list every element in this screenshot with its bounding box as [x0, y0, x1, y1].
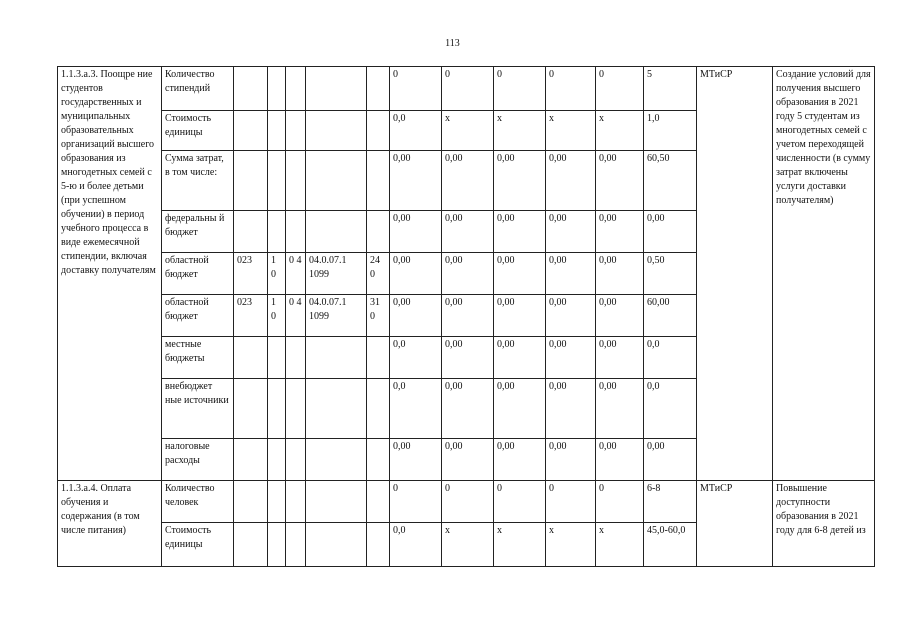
value-col-1: 0,0	[390, 379, 442, 439]
page-number: 113	[445, 38, 460, 49]
grbs-code	[234, 211, 268, 253]
value-col-1: 0	[390, 67, 442, 111]
rz-code	[268, 379, 286, 439]
executor: МТиСР	[697, 67, 773, 481]
value-col-2: 0,00	[442, 379, 494, 439]
value-col-6: 0,50	[644, 253, 697, 295]
csr-code: 04.0.07.1 1099	[306, 253, 367, 295]
value-col-4: x	[546, 523, 596, 567]
value-col-5: 0,00	[596, 379, 644, 439]
grbs-code	[234, 67, 268, 111]
rz-code	[268, 439, 286, 481]
pr-code	[286, 337, 306, 379]
rz-code: 1 0	[268, 253, 286, 295]
pr-code	[286, 523, 306, 567]
value-col-2: 0	[442, 481, 494, 523]
vr-code	[367, 111, 390, 151]
pr-code	[286, 481, 306, 523]
rz-code	[268, 211, 286, 253]
value-col-1: 0	[390, 481, 442, 523]
indicator-label: внебюджет ные источники	[162, 379, 234, 439]
pr-code	[286, 379, 306, 439]
value-col-3: 0,00	[494, 151, 546, 211]
vr-code	[367, 523, 390, 567]
value-col-4: 0	[546, 67, 596, 111]
vr-code	[367, 211, 390, 253]
rz-code	[268, 481, 286, 523]
grbs-code	[234, 523, 268, 567]
vr-code: 31 0	[367, 295, 390, 337]
value-col-6: 60,50	[644, 151, 697, 211]
value-col-4: 0,00	[546, 379, 596, 439]
value-col-3: 0	[494, 481, 546, 523]
value-col-5: 0	[596, 67, 644, 111]
grbs-code	[234, 151, 268, 211]
grbs-code	[234, 337, 268, 379]
grbs-code	[234, 439, 268, 481]
csr-code	[306, 481, 367, 523]
value-col-5: 0,00	[596, 151, 644, 211]
expected-result: Повышение доступности образования в 2021 году для 6-8 детей из	[773, 481, 875, 567]
value-col-6: 6-8	[644, 481, 697, 523]
table-row	[58, 481, 875, 523]
csr-code	[306, 211, 367, 253]
value-col-2: 0,00	[442, 151, 494, 211]
indicator-label: налоговые расходы	[162, 439, 234, 481]
value-col-2: 0,00	[442, 337, 494, 379]
vr-code	[367, 151, 390, 211]
value-col-1: 0,0	[390, 337, 442, 379]
value-col-1: 0,00	[390, 151, 442, 211]
value-col-6: 0,0	[644, 337, 697, 379]
pr-code	[286, 151, 306, 211]
indicator-label: Стоимость единицы	[162, 111, 234, 151]
vr-code	[367, 439, 390, 481]
value-col-3: 0,00	[494, 379, 546, 439]
value-col-1: 0,0	[390, 523, 442, 567]
value-col-2: 0	[442, 67, 494, 111]
table-row	[58, 67, 875, 111]
indicator-label: местные бюджеты	[162, 337, 234, 379]
rz-code	[268, 523, 286, 567]
indicator-label: Количество человек	[162, 481, 234, 523]
value-col-4: 0,00	[546, 439, 596, 481]
indicator-label: федеральны й бюджет	[162, 211, 234, 253]
value-col-4: x	[546, 111, 596, 151]
csr-code	[306, 67, 367, 111]
value-col-6: 0,00	[644, 439, 697, 481]
value-col-3: 0,00	[494, 253, 546, 295]
value-col-1: 0,00	[390, 211, 442, 253]
grbs-code	[234, 111, 268, 151]
value-col-3: x	[494, 523, 546, 567]
indicator-label: областной бюджет	[162, 295, 234, 337]
value-col-3: 0,00	[494, 295, 546, 337]
value-col-2: 0,00	[442, 253, 494, 295]
vr-code	[367, 67, 390, 111]
grbs-code: 023	[234, 295, 268, 337]
value-col-1: 0,00	[390, 253, 442, 295]
indicator-label: областной бюджет	[162, 253, 234, 295]
value-col-3: 0	[494, 67, 546, 111]
csr-code	[306, 439, 367, 481]
expected-result: Создание условий для получения высшего образования в 2021 году 5 студентам из многодетных семей с учетом переходящей численности (в сумму затрат включены услуги доставки получателям)	[773, 67, 875, 481]
vr-code	[367, 379, 390, 439]
vr-code	[367, 481, 390, 523]
value-col-2: x	[442, 111, 494, 151]
value-col-5: 0,00	[596, 253, 644, 295]
indicator-label: Сумма затрат, в том числе:	[162, 151, 234, 211]
value-col-2: x	[442, 523, 494, 567]
value-col-6: 5	[644, 67, 697, 111]
rz-code	[268, 67, 286, 111]
vr-code	[367, 337, 390, 379]
csr-code	[306, 337, 367, 379]
value-col-6: 0,0	[644, 379, 697, 439]
grbs-code	[234, 481, 268, 523]
value-col-4: 0,00	[546, 211, 596, 253]
value-col-5: x	[596, 111, 644, 151]
value-col-5: 0,00	[596, 295, 644, 337]
value-col-5: 0,00	[596, 439, 644, 481]
grbs-code	[234, 379, 268, 439]
value-col-1: 0,0	[390, 111, 442, 151]
pr-code	[286, 439, 306, 481]
value-col-4: 0	[546, 481, 596, 523]
value-col-2: 0,00	[442, 295, 494, 337]
vr-code: 24 0	[367, 253, 390, 295]
value-col-6: 60,00	[644, 295, 697, 337]
csr-code	[306, 111, 367, 151]
value-col-3: x	[494, 111, 546, 151]
value-col-4: 0,00	[546, 295, 596, 337]
value-col-3: 0,00	[494, 211, 546, 253]
csr-code	[306, 151, 367, 211]
executor: МТиСР	[697, 481, 773, 567]
value-col-6: 0,00	[644, 211, 697, 253]
value-col-6: 45,0-60,0	[644, 523, 697, 567]
value-col-6: 1,0	[644, 111, 697, 151]
indicator-label: Количество стипендий	[162, 67, 234, 111]
csr-code: 04.0.07.1 1099	[306, 295, 367, 337]
value-col-2: 0,00	[442, 439, 494, 481]
value-col-4: 0,00	[546, 253, 596, 295]
rz-code	[268, 337, 286, 379]
value-col-3: 0,00	[494, 439, 546, 481]
value-col-1: 0,00	[390, 439, 442, 481]
rz-code	[268, 151, 286, 211]
pr-code: 0 4	[286, 253, 306, 295]
value-col-3: 0,00	[494, 337, 546, 379]
value-col-5: 0,00	[596, 211, 644, 253]
rz-code: 1 0	[268, 295, 286, 337]
value-col-4: 0,00	[546, 337, 596, 379]
value-col-5: x	[596, 523, 644, 567]
pr-code	[286, 211, 306, 253]
program-table	[57, 66, 875, 567]
pr-code	[286, 67, 306, 111]
rz-code	[268, 111, 286, 151]
measure-title: 1.1.3.а.4. Оплата обучения и содержания (в том числе питания)	[58, 481, 162, 567]
value-col-1: 0,00	[390, 295, 442, 337]
pr-code: 0 4	[286, 295, 306, 337]
grbs-code: 023	[234, 253, 268, 295]
csr-code	[306, 379, 367, 439]
measure-title: 1.1.3.а.3. Поощре ние студентов государственных и муниципальных образовательных организаций высшего образования из многодетных семей с 5-ю и более детьми (при успешном обучении) в период учебного процесса в виде ежемесячной стипендии, включая доставку получателям	[58, 67, 162, 481]
pr-code	[286, 111, 306, 151]
csr-code	[306, 523, 367, 567]
value-col-4: 0,00	[546, 151, 596, 211]
value-col-5: 0	[596, 481, 644, 523]
value-col-5: 0,00	[596, 337, 644, 379]
indicator-label: Стоимость единицы	[162, 523, 234, 567]
value-col-2: 0,00	[442, 211, 494, 253]
